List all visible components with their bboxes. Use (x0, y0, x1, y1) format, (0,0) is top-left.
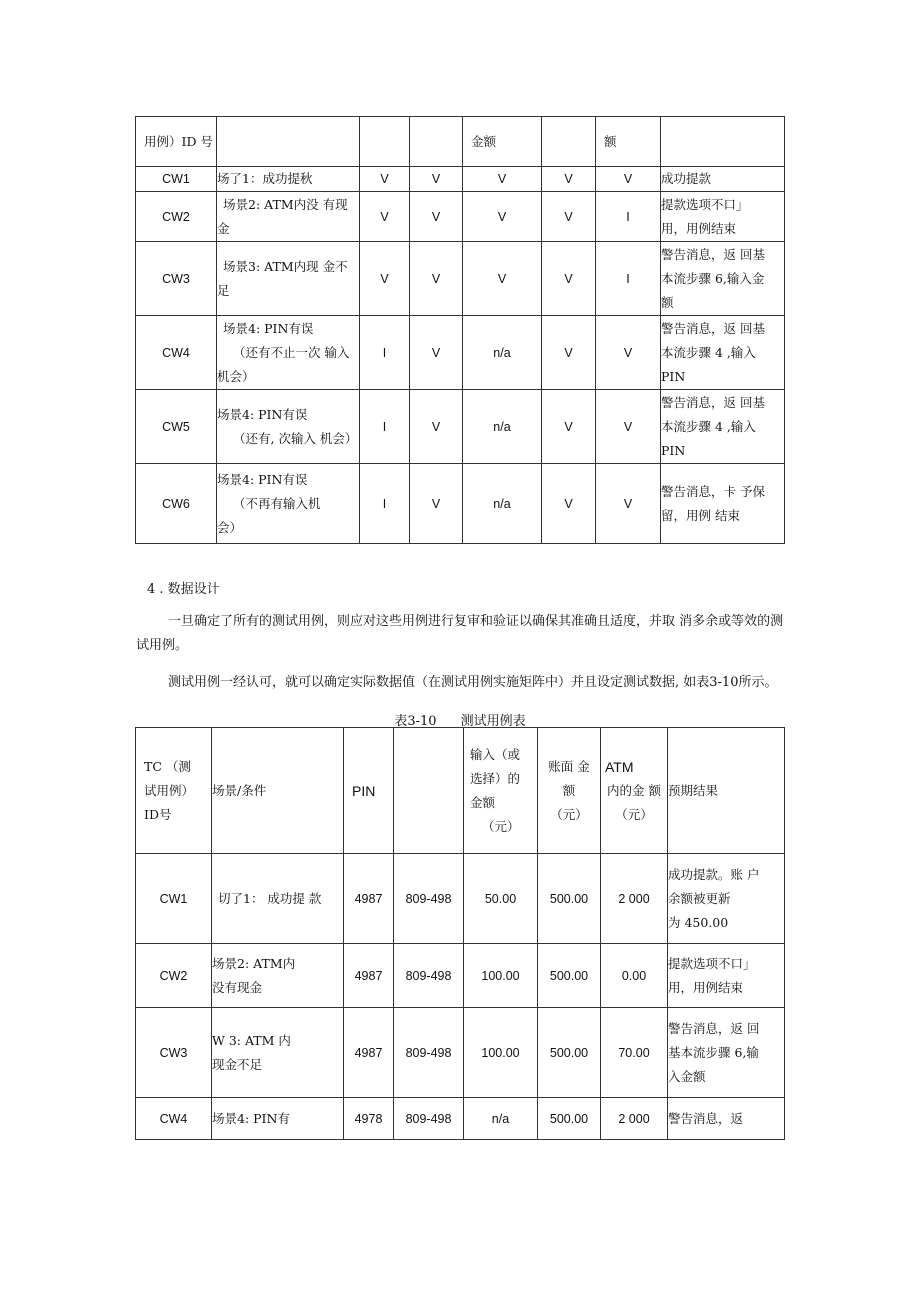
value-cell: I (596, 192, 661, 242)
table-row (136, 1098, 785, 1140)
value-cell: I (596, 242, 661, 316)
balance-cell: 500.00 (538, 944, 601, 1008)
expected-result-cell (668, 944, 785, 1008)
pin-cell: 4987 (344, 1008, 394, 1098)
test-id-cell: CW3 (136, 1008, 212, 1098)
expected-result-cell (661, 167, 785, 192)
value-cell: V (463, 242, 542, 316)
scenario-line: 机会） (217, 368, 255, 384)
expected-line: 提款选项不口」 (661, 196, 749, 212)
expected-line: 本流步骤 4 ,输入 (661, 418, 756, 434)
expected-result-cell (661, 390, 785, 464)
table-row (136, 944, 785, 1008)
header-line: （元） (550, 806, 588, 822)
value-cell: V (542, 464, 596, 544)
account-cell: 809-498 (394, 944, 464, 1008)
paragraph: 测试用例一经认可，就可以确定实际数据值（在测试用例实施矩阵中）并且设定测试数据, 如表3-10所示。 (168, 675, 778, 690)
expected-line: 基本流步骤 6,输 (668, 1044, 759, 1060)
table-row (136, 316, 785, 390)
account-cell: 809-498 (394, 1008, 464, 1098)
header-line: 选择）的 (470, 770, 521, 786)
header-atm-amount (601, 728, 668, 854)
value-cell: n/a (463, 464, 542, 544)
table1-header-empty (542, 117, 596, 167)
scenario-cell (212, 1098, 344, 1140)
value-cell: n/a (463, 390, 542, 464)
expected-line: 警告消息，返 (668, 1110, 744, 1126)
scenario-line: 足 (217, 282, 230, 298)
table-row (136, 192, 785, 242)
test-id-cell: CW6 (136, 464, 217, 544)
scenario-line: W 3: ATM 内 (212, 1032, 291, 1048)
expected-line: 警告消息，返 回基 (661, 394, 765, 410)
scenario-line: 场景3: ATM内现 金不 (223, 258, 348, 274)
value-cell: I (360, 464, 410, 544)
table2-header-row (136, 728, 785, 854)
header-line: ATM (605, 758, 634, 775)
balance-cell: 500.00 (538, 1008, 601, 1098)
value-cell: I (360, 316, 410, 390)
scenario-line: （还有, 次输入 机会） (233, 430, 358, 446)
table-row (136, 167, 785, 192)
table-row (136, 242, 785, 316)
pin-cell: 4987 (344, 854, 394, 944)
scenario-line: （不再有输入机 (233, 495, 321, 511)
atm-amount-cell: 2 000 (601, 854, 668, 944)
expected-line: PIN (661, 442, 686, 458)
scenario-line: 场景4: PIN有 (212, 1110, 290, 1126)
test-case-table-top (135, 116, 785, 544)
header-balance (538, 728, 601, 854)
expected-result-cell (661, 192, 785, 242)
scenario-line: 场景4: PIN有误 (223, 320, 314, 336)
scenario-cell (212, 854, 344, 944)
table1-header-amount2: 额 (596, 117, 661, 167)
test-id-cell: CW1 (136, 854, 212, 944)
input-amount-cell: 50.00 (464, 854, 538, 944)
value-cell: V (463, 167, 542, 192)
input-amount-cell: n/a (464, 1098, 538, 1140)
value-cell: V (542, 242, 596, 316)
scenario-line: 场景4: PIN有误 (217, 471, 308, 487)
expected-line: 警告消息，返 回基 (661, 320, 765, 336)
header-line: ID号 (144, 806, 172, 822)
value-cell: V (542, 167, 596, 192)
table1-header-id: 用例）ID 号 (136, 117, 217, 167)
table-row (136, 854, 785, 944)
input-amount-cell: 100.00 (464, 944, 538, 1008)
scenario-line: 场景4: PIN有误 (217, 406, 308, 422)
scenario-line: （还有不止一次 输入 (233, 344, 350, 360)
value-cell: V (410, 192, 463, 242)
scenario-line: 场景2: ATM内 (212, 955, 296, 971)
test-id-cell: CW3 (136, 242, 217, 316)
expected-line: 提款选项不口」 (668, 955, 756, 971)
header-line: （元） (482, 818, 520, 834)
table1-header-row (136, 117, 785, 167)
test-data-table (135, 727, 785, 1140)
pin-cell: 4978 (344, 1098, 394, 1140)
scenario-line: 场景2: ATM内没 有现 (223, 196, 348, 212)
table-row (136, 390, 785, 464)
expected-line: 用，用例结束 (661, 220, 737, 236)
value-cell: V (410, 316, 463, 390)
expected-result-cell (668, 1098, 785, 1140)
value-cell: V (596, 167, 661, 192)
scenario-cell (212, 944, 344, 1008)
expected-result-cell (661, 464, 785, 544)
paragraph: 一旦确定了所有的测试用例，则应对这些用例进行复审和验证以确保其准确且适度，并取 消多余或等效的测试用例。 (136, 614, 784, 653)
expected-line: 用，用例结束 (668, 979, 744, 995)
expected-line: 额 (661, 294, 674, 310)
expected-result-cell (668, 854, 785, 944)
table-caption-title: 测试用例表 (460, 714, 526, 729)
scenario-line: 场了1：成功提秋 (217, 171, 313, 186)
header-line: （元） (615, 806, 653, 822)
expected-line: PIN (661, 368, 686, 384)
input-amount-cell: 100.00 (464, 1008, 538, 1098)
expected-result-cell (668, 1008, 785, 1098)
atm-amount-cell: 2 000 (601, 1098, 668, 1140)
header-line: 额 (562, 782, 576, 798)
value-cell: n/a (463, 316, 542, 390)
expected-line: 警告消息，返 回 (668, 1020, 760, 1036)
header-pin: PIN (344, 728, 394, 854)
account-cell: 809-498 (394, 1098, 464, 1140)
atm-amount-cell: 70.00 (601, 1008, 668, 1098)
value-cell: V (360, 242, 410, 316)
value-cell: V (410, 390, 463, 464)
header-tc (136, 728, 212, 854)
section-heading: 4 . 数据设计 (147, 582, 220, 597)
scenario-line: 现金不足 (212, 1056, 263, 1072)
scenario-cell (217, 192, 360, 242)
value-cell: V (360, 167, 410, 192)
header-line: 输入（或 (470, 746, 521, 762)
table1-header-empty (661, 117, 785, 167)
expected-line: 入金额 (668, 1068, 706, 1084)
test-id-cell: CW4 (136, 1098, 212, 1140)
value-cell: I (360, 390, 410, 464)
scenario-cell (212, 1008, 344, 1098)
test-id-cell: CW1 (136, 167, 217, 192)
scenario-line: 切了1： 成功提 款 (218, 890, 322, 906)
header-account (394, 728, 464, 854)
value-cell: V (410, 464, 463, 544)
expected-line: 警告消息，卡 予保 (661, 483, 765, 499)
scenario-line: 会） (217, 519, 243, 535)
expected-line: 警告消息，返 回基 (661, 246, 765, 262)
header-scenario: 场景/条件 (212, 728, 344, 854)
header-line: 金额 (470, 794, 496, 810)
table1-header-amount: 金额 (463, 117, 542, 167)
value-cell: V (542, 316, 596, 390)
header-line: 账面 金 (548, 758, 590, 774)
value-cell: V (596, 390, 661, 464)
expected-line: 为 450.00 (668, 914, 729, 930)
value-cell: V (410, 242, 463, 316)
test-id-cell: CW5 (136, 390, 217, 464)
header-expected: 预期结果 (668, 728, 785, 854)
header-input-amount (464, 728, 538, 854)
scenario-cell (217, 390, 360, 464)
scenario-line: 金 (217, 220, 230, 236)
table-row (136, 1008, 785, 1098)
value-cell: V (542, 390, 596, 464)
table-row (136, 464, 785, 544)
expected-line: 成功提款 (661, 171, 712, 186)
table1-header-empty (217, 117, 360, 167)
value-cell: V (596, 316, 661, 390)
header-line: 内的金 额 (607, 782, 661, 798)
value-cell: V (410, 167, 463, 192)
header-line: 试用例） (144, 782, 195, 798)
expected-line: 成功提款。账 户 (668, 866, 760, 882)
value-cell: V (360, 192, 410, 242)
table-caption-number: 表3-10 (394, 714, 437, 729)
value-cell: V (542, 192, 596, 242)
pin-cell: 4987 (344, 944, 394, 1008)
test-id-cell: CW2 (136, 944, 212, 1008)
value-cell: V (596, 464, 661, 544)
scenario-line: 没有现金 (212, 979, 263, 995)
expected-line: 余额被更新 (668, 890, 731, 906)
expected-line: 本流步骤 6,输入金 (661, 270, 765, 286)
test-id-cell: CW2 (136, 192, 217, 242)
scenario-cell (217, 464, 360, 544)
table1-header-empty (360, 117, 410, 167)
expected-line: 留，用例 结束 (661, 507, 740, 523)
scenario-cell (217, 167, 360, 192)
scenario-cell (217, 316, 360, 390)
expected-result-cell (661, 316, 785, 390)
test-id-cell: CW4 (136, 316, 217, 390)
expected-result-cell (661, 242, 785, 316)
value-cell: V (463, 192, 542, 242)
atm-amount-cell: 0.00 (601, 944, 668, 1008)
expected-line: 本流步骤 4 ,输入 (661, 344, 756, 360)
account-cell: 809-498 (394, 854, 464, 944)
header-line: TC （测 (144, 758, 191, 774)
balance-cell: 500.00 (538, 854, 601, 944)
balance-cell: 500.00 (538, 1098, 601, 1140)
table1-header-empty (410, 117, 463, 167)
scenario-cell (217, 242, 360, 316)
